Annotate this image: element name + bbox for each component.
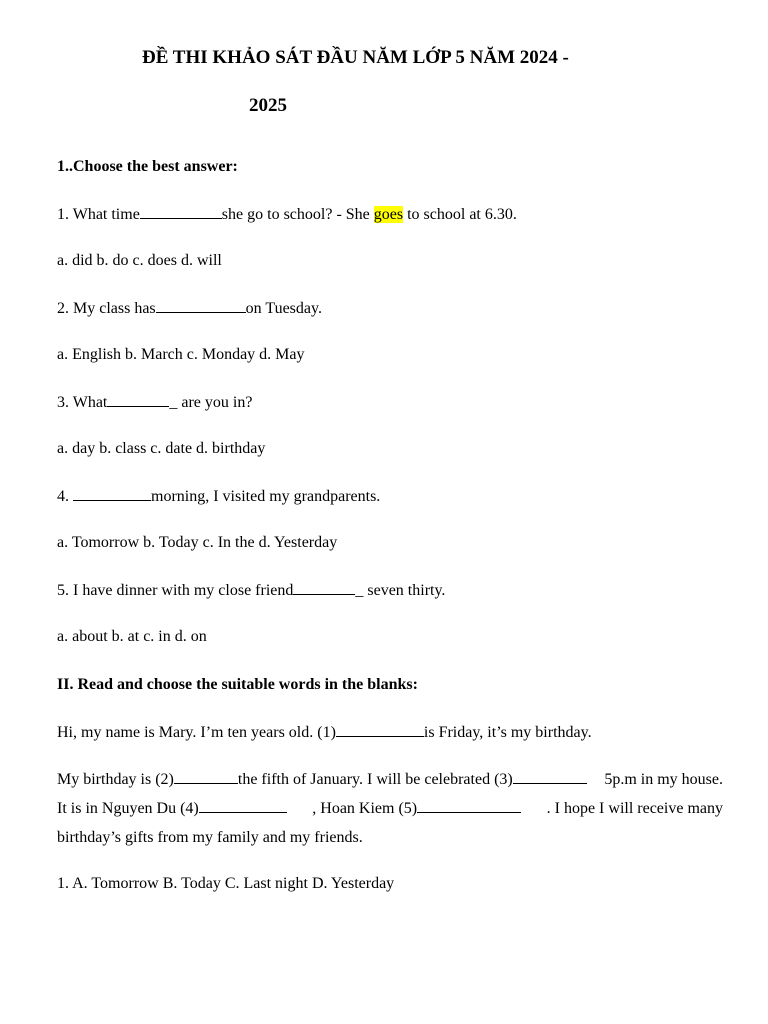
section-1-heading: 1..Choose the best answer: [57,158,238,175]
passage-text: birthday’s gifts from my family and my friends. [57,829,363,846]
answer-blank [293,580,355,595]
passage-row [57,794,723,823]
passage-text: 5p.m in my house. [604,771,723,788]
passage-text: . I hope I will receive many [546,800,723,817]
answer-blank [174,769,238,784]
question-1 [57,204,517,225]
answer-blank [73,486,151,501]
passage-text: It is in Nguyen Du (4) [57,794,287,823]
answer-blank [336,722,424,737]
question-5-suffix: _ seven thirty. [355,582,446,599]
question-2 [57,298,322,319]
document-title-line-1: ĐỀ THI KHẢO SÁT ĐẦU NĂM LỚP 5 NĂM 2024 - [142,47,569,68]
question-3 [57,392,252,413]
passage-1-prefix: Hi, my name is Mary. I’m ten years old. (1) [57,724,336,741]
answer-blank [140,204,222,219]
answer-blank [199,798,287,813]
question-4 [57,486,380,507]
passage-line-1 [57,722,592,743]
question-5 [57,580,445,601]
document-title-line-2: 2025 [249,95,287,116]
question-2-options: a. English b. March c. Monday d. May [57,346,305,363]
passage-row [57,765,723,794]
question-4-options: a. Tomorrow b. Today c. In the d. Yesterday [57,534,338,551]
passage-1-suffix: is Friday, it’s my birthday. [423,724,592,741]
answer-blank [156,298,246,313]
answer-blank [417,798,521,813]
section-2-heading: II. Read and choose the suitable words in the blanks: [57,676,418,693]
question-2-suffix: on Tuesday. [245,300,322,317]
question-1-suffix: to school at 6.30. [403,206,517,223]
answer-blank [513,769,587,784]
question-5-prefix: 5. I have dinner with my close friend [57,582,294,599]
question-2-prefix: 2. My class has [57,300,156,317]
question-4-suffix: morning, I visited my grandparents. [151,488,381,505]
question-3-options: a. day b. class c. date d. birthday [57,440,266,457]
answer-options-1: 1. A. Tomorrow B. Today C. Last night D. Yesterday [57,875,395,892]
question-1-prefix: 1. What time [57,206,140,223]
passage-paragraph [57,765,723,852]
question-3-prefix: 3. What [57,394,108,411]
highlighted-word: goes [373,206,404,223]
question-1-middle: she go to school? - She [221,206,374,223]
question-5-options: a. about b. at c. in d. on [57,628,207,645]
question-4-prefix: 4. [57,488,73,505]
passage-row [57,823,723,852]
passage-text: , Hoan Kiem (5) [312,794,521,823]
question-3-suffix: _ are you in? [169,394,253,411]
passage-text: My birthday is (2) the fifth of January. I will be celebrated (3) [57,765,587,794]
answer-blank [107,392,169,407]
question-1-options: a. did b. do c. does d. will [57,252,222,269]
